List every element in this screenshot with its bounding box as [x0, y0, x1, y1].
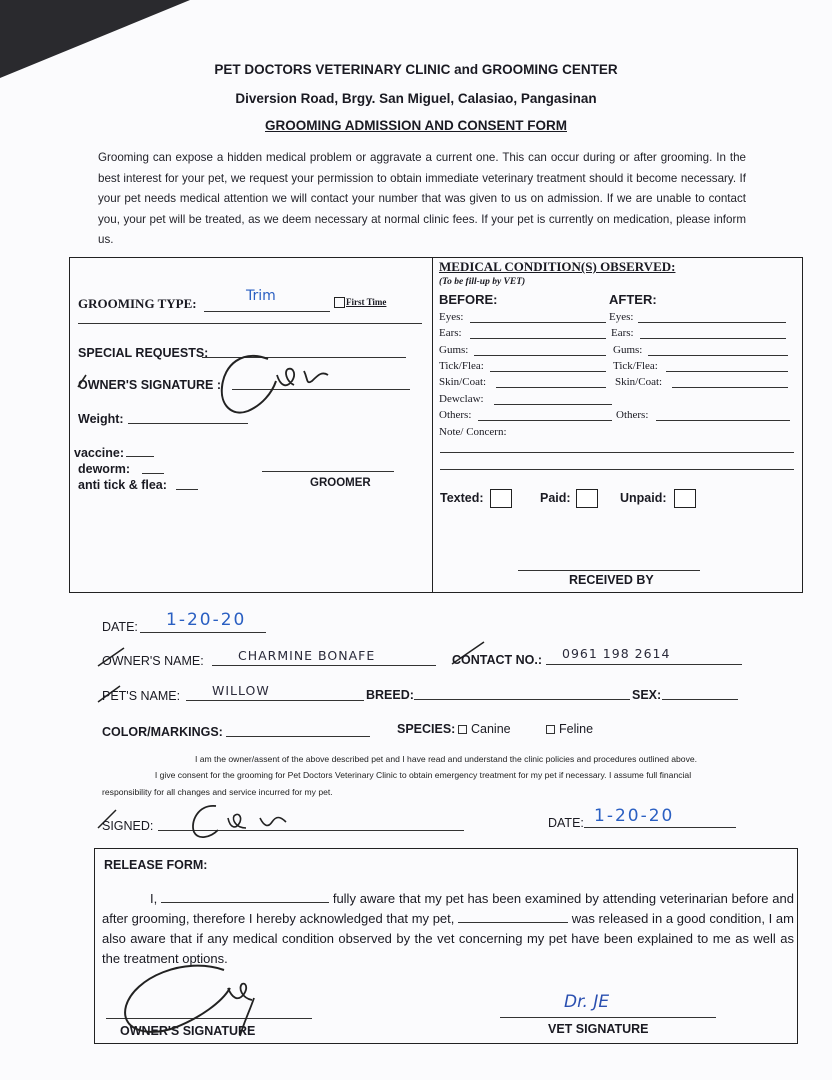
- before-ears-label: Ears:: [439, 327, 462, 339]
- received-by-label: RECEIVED BY: [569, 573, 654, 587]
- vaccine-label: vaccine:: [74, 446, 125, 460]
- date-label: DATE:: [102, 620, 138, 634]
- consent-line-2: I give consent for the grooming for Pet Doctors Veterinary Clinic to obtain emergency treatment for my pet if necessary. I assume full financial: [154, 770, 692, 780]
- after-tick-label: Tick/Flea:: [613, 360, 658, 372]
- after-others-line: [656, 420, 790, 421]
- after-ears-label: Ears:: [611, 327, 634, 339]
- after-gums-line: [648, 355, 788, 356]
- consent-date-label: DATE:: [548, 816, 584, 830]
- owner-sig-label: OWNER'S SIGNATURE: [120, 1024, 256, 1038]
- before-tick-label: Tick/Flea:: [439, 360, 484, 372]
- release-text-3: was released in a good condition, I am also aware that if any medical condition observed by the vet concerning my pet have been explained to me as well as the treatment options.: [102, 911, 794, 966]
- species-canine[interactable]: [458, 722, 511, 736]
- medical-title: MEDICAL CONDITION(S) OBSERVED:: [439, 259, 676, 274]
- owner-signature-2: [104, 958, 274, 1048]
- after-label: AFTER:: [609, 292, 657, 307]
- first-time-checkbox[interactable]: [334, 297, 345, 308]
- release-text-1: I,: [150, 891, 162, 906]
- consent-line-1: I am the owner/assent of the above described pet and I have read and understand the clinic policies and procedures outlined above.: [194, 754, 698, 764]
- first-time-label: First Time: [346, 297, 387, 307]
- note-concern-label: Note/ Concern:: [439, 426, 507, 438]
- dewclaw-line: [494, 404, 612, 405]
- consent-signature: [180, 800, 320, 844]
- vet-sig-value: Dr. JE: [564, 992, 610, 1012]
- owner-name-value[interactable]: CHARMINE BONAFE: [238, 648, 376, 663]
- before-gums-line: [474, 355, 606, 356]
- pet-name-label: PET'S NAME:: [102, 689, 181, 703]
- groomer-label: GROOMER: [310, 477, 371, 489]
- color-markings-label: COLOR/MARKINGS:: [102, 725, 223, 739]
- feline-checkbox[interactable]: [546, 725, 555, 734]
- form-title: GROOMING ADMISSION AND CONSENT FORM: [265, 118, 567, 133]
- received-by-line: [518, 570, 700, 571]
- after-tick-line: [666, 371, 788, 372]
- note-line-2: [440, 469, 794, 470]
- species-feline[interactable]: [546, 722, 593, 736]
- release-title: RELEASE FORM:: [104, 858, 208, 872]
- after-skin-label: Skin/Coat:: [615, 376, 663, 388]
- after-others-label: Others:: [616, 409, 649, 421]
- signed-label: SIGNED:: [102, 819, 154, 833]
- owner-signature-label: OWNER'S SIGNATURE :: [78, 378, 222, 392]
- before-skin-label: Skin/Coat:: [439, 376, 487, 388]
- dewclaw-label: Dewclaw:: [439, 393, 484, 405]
- owner-name-line: [212, 665, 436, 666]
- canine-checkbox[interactable]: [458, 725, 467, 734]
- breed-label: BREED:: [366, 688, 414, 702]
- grooming-type-value[interactable]: Trim: [246, 288, 276, 304]
- release-text-2: fully aware that my pet has been examined by attending veterinarian before and after grooming, therefore I hereby acknowledged that my pet,: [102, 891, 794, 926]
- paid-label: Paid:: [540, 491, 571, 505]
- anti-tick-label: anti tick & flea:: [78, 478, 167, 492]
- before-tick-line: [490, 371, 606, 372]
- consent-date-line: [584, 827, 736, 828]
- vet-sig-line: [500, 1017, 716, 1018]
- pet-name-line: [186, 700, 364, 701]
- canine-label: Canine: [471, 722, 511, 736]
- clinic-address: Diversion Road, Brgy. San Miguel, Calasiao, Pangasinan: [235, 91, 597, 106]
- before-ears-line: [470, 338, 606, 339]
- contact-value[interactable]: 0961 198 2614: [562, 646, 671, 661]
- grooming-type-line: [204, 311, 330, 312]
- after-eyes-line: [638, 322, 786, 323]
- feline-label: Feline: [559, 722, 594, 736]
- after-skin-line: [672, 387, 788, 388]
- release-text: [102, 889, 794, 969]
- clinic-name: PET DOCTORS VETERINARY CLINIC and GROOMING CENTER: [214, 62, 618, 77]
- texted-label: Texted:: [440, 491, 484, 505]
- sex-label: SEX:: [632, 688, 662, 702]
- intro-paragraph: Grooming can expose a hidden medical problem or aggravate a current one. This can occur during or after grooming. In the best interest for your pet, we request your permission to obtain immediate veterinary treatment should it become necessary. If your pet needs medical attention we will contact your number that was given to us on admission. If we are unable to contact you, your pet will be treated, as we deem necessary at normal clinic fees. If your pet is currently on medication, please inform us.: [98, 151, 746, 246]
- panel-divider: [432, 258, 433, 592]
- contact-label: CONTACT NO.:: [452, 653, 543, 667]
- grooming-type-label: GROOMING TYPE:: [78, 296, 197, 311]
- special-requests-label: SPECIAL REQUESTS:: [78, 346, 209, 360]
- deworm-label: deworm:: [78, 462, 131, 476]
- vet-sig-label: VET SIGNATURE: [548, 1022, 649, 1036]
- before-eyes-label: Eyes:: [439, 311, 464, 323]
- breed-line: [414, 699, 630, 700]
- groomer-line: [262, 471, 394, 472]
- before-skin-line: [496, 387, 606, 388]
- after-ears-line: [640, 338, 786, 339]
- before-gums-label: Gums:: [439, 344, 469, 356]
- sex-line: [662, 699, 738, 700]
- weight-label: Weight:: [78, 412, 124, 426]
- after-eyes-label: Eyes:: [609, 311, 634, 323]
- before-eyes-line: [470, 322, 606, 323]
- consent-date-value[interactable]: 1-20-20: [594, 806, 675, 826]
- color-markings-line: [226, 736, 370, 737]
- unpaid-label: Unpaid:: [620, 491, 667, 505]
- before-others-label: Others:: [439, 409, 472, 421]
- medical-subtitle: (To be fill-up by VET): [439, 277, 526, 287]
- unpaid-checkbox[interactable]: [674, 489, 696, 508]
- species-label: SPECIES:: [397, 722, 456, 736]
- weight-line: [128, 423, 248, 424]
- date-value[interactable]: 1-20-20: [166, 610, 247, 630]
- consent-line-3: responsibility for all changes and service incurred for my pet.: [102, 787, 333, 797]
- before-others-line: [478, 420, 612, 421]
- pet-name-value[interactable]: WILLOW: [212, 683, 270, 698]
- deworm-line: [142, 473, 164, 474]
- vaccine-line: [126, 456, 154, 457]
- grooming-extra-line: [78, 323, 422, 324]
- anti-tick-line: [176, 489, 198, 490]
- after-gums-label: Gums:: [613, 344, 643, 356]
- before-label: BEFORE:: [439, 292, 498, 307]
- note-line-1: [440, 452, 794, 453]
- paid-checkbox[interactable]: [576, 489, 598, 508]
- contact-line: [546, 664, 742, 665]
- date-line: [140, 632, 266, 633]
- owner-name-label: OWNER'S NAME:: [102, 654, 204, 668]
- texted-checkbox[interactable]: [490, 489, 512, 508]
